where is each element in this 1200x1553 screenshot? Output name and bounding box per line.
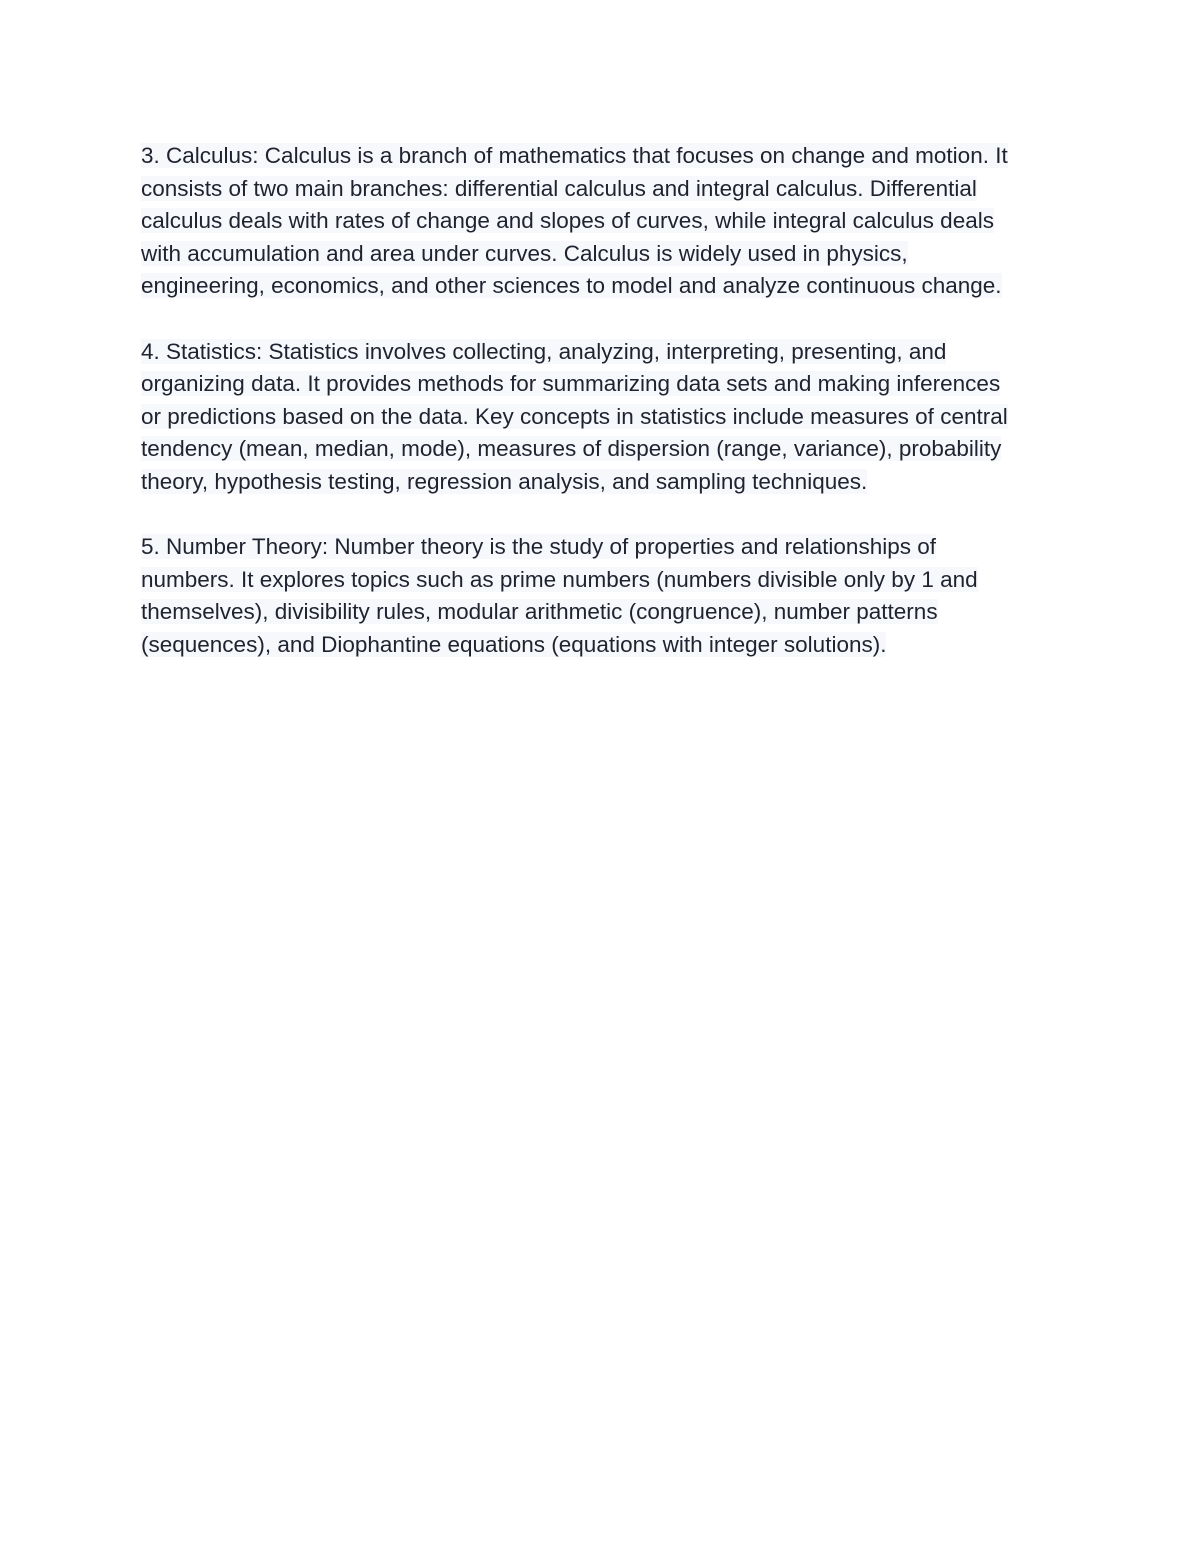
- text-line: theory, hypothesis testing, regression analysis, and sampling techniques.: [141, 468, 868, 494]
- text-line: engineering, economics, and other sciences to model and analyze continuous change.: [141, 273, 1002, 299]
- text-line: calculus deals with rates of change and slopes of curves, while integral calculus deals: [141, 208, 994, 234]
- text-line: or predictions based on the data. Key concepts in statistics include measures of central: [141, 403, 1008, 429]
- text-line: with accumulation and area under curves. Calculus is widely used in physics,: [141, 240, 908, 266]
- text-line: tendency (mean, median, mode), measures of dispersion (range, variance), probability: [141, 436, 1002, 462]
- document-body: [141, 140, 1066, 694]
- text-line: (sequences), and Diophantine equations (equations with integer solutions).: [141, 631, 887, 657]
- text-line: 4. Statistics: Statistics involves collecting, analyzing, interpreting, presenting, and: [141, 338, 947, 364]
- text-line: themselves), divisibility rules, modular arithmetic (congruence), number patterns: [141, 599, 938, 625]
- paragraph-number-theory: [141, 531, 1066, 661]
- text-line: consists of two main branches: differential calculus and integral calculus. Differential: [141, 175, 977, 201]
- text-line: numbers. It explores topics such as prime numbers (numbers divisible only by 1 and: [141, 566, 978, 592]
- text-line: 3. Calculus: Calculus is a branch of mathematics that focuses on change and motion. It: [141, 143, 1008, 168]
- paragraph-statistics: [141, 336, 1066, 499]
- text-line: organizing data. It provides methods for summarizing data sets and making inferences: [141, 371, 1001, 397]
- paragraph-calculus: [141, 140, 1066, 303]
- text-line: 5. Number Theory: Number theory is the study of properties and relationships of: [141, 534, 936, 560]
